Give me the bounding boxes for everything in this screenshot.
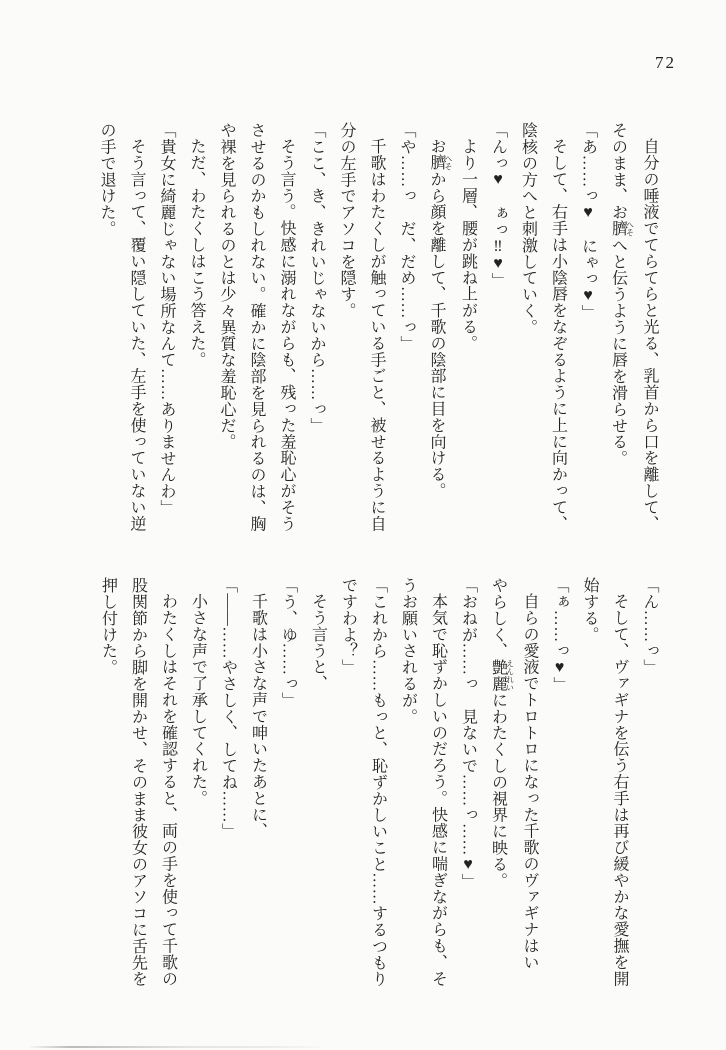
text-line: そう言う。快感に溺れながらも、残った羞恥心がそう: [278, 138, 295, 532]
text-line: そのまま、お臍 へそへと伝うように唇を滑らせる。: [609, 122, 635, 467]
text-line: そして、ヴァギナを伝う右手は再び緩やかな愛撫を開: [611, 593, 628, 987]
text-line: 千歌はわたくしが触っている手ごと、被せるように自: [368, 138, 385, 532]
text-block-bottom: [94, 577, 664, 1007]
text-line: 「ん……っ」: [641, 577, 658, 676]
text-line: や裸を見られるのとは少々異質な羞恥心だ。: [218, 122, 235, 450]
text-line: 「あ……っ♥ にゃっ♥」: [579, 122, 597, 321]
scan-artifact: [30, 1046, 320, 1048]
text-line: 自分の唾液でてらてらと光る、乳首から口を離して、: [641, 138, 658, 532]
furigana-ruby: 艶麗 えんれい: [489, 659, 515, 692]
text-line: より一層、腰が跳ね上がる。: [459, 138, 477, 352]
text-line: 「これから……もっと、恥ずかしいこと……するつもり: [369, 577, 387, 987]
text-line: 陰核の方へと刺激していく。: [519, 122, 537, 336]
text-line: 小さな声で了承してくれた。: [189, 593, 207, 807]
text-line: 「や……っ だ、だめ……っ」: [398, 122, 415, 352]
text-line: の手で退けた。: [98, 122, 115, 237]
text-line: 自らの愛液でトロトロになった千歌のヴァギナはい: [521, 593, 538, 971]
text-line: 本気で恥ずかしいのだろう。快感に喘ぎながらも、そ: [429, 593, 447, 987]
text-line: 始する。: [581, 577, 598, 643]
furigana-ruby: 臍 へそ: [428, 154, 453, 171]
text-line: そう言って、覆い隠していた、左手を使っていない逆: [128, 138, 145, 532]
text-line: させるのかもしれない。確かに陰部を見られるのは、胸: [248, 122, 265, 532]
text-line: 「――……やさしく、してね……」: [219, 577, 237, 840]
text-line: 「おねが……っ 見ないで……っ……♥」: [459, 577, 477, 890]
text-line: ただ、わたくしはこう答えた。: [188, 138, 205, 368]
page-number: 72: [655, 53, 676, 72]
text-block-top: [94, 122, 664, 546]
text-line: ですわよ？」: [339, 577, 357, 676]
text-line: 「貴女に綺麗じゃない場所なんて……ありませんわ」: [158, 122, 175, 516]
text-line: 押し付けた。: [99, 577, 117, 676]
text-line: お臍 へそから顔を離して、千歌の陰部に目を向ける。: [428, 138, 453, 499]
text-line: 「ここ、き、きれいじゃないから……っ」: [308, 122, 325, 434]
text-line: 股関節から脚を開かせ、そのまま彼女のアソコに舌先を: [129, 577, 147, 987]
text-line: そして、右手は小陰唇をなぞるように上に向かって、: [549, 138, 567, 532]
text-line: 「んっ♥ ぁっ‼♥」: [489, 122, 507, 289]
text-line: 分の左手でアソコを隠す。: [338, 122, 355, 319]
text-line: 「う、ゆ……っ」: [279, 577, 297, 709]
text-line: うお願いされるが。: [399, 577, 417, 725]
text-line: 千歌は小さな声で呻いたあとに、: [249, 593, 267, 839]
furigana-ruby: 臍 へそ: [609, 220, 635, 237]
text-line: そう言うと、: [309, 593, 327, 692]
text-line: やらしく、艶麗 えんれいにわたくしの視界に映る。: [489, 577, 515, 889]
text-line: わたくしはそれを確認すると、両の手を使って千歌の: [159, 593, 177, 987]
text-line: 「ぁ……っ♥」: [551, 577, 568, 693]
